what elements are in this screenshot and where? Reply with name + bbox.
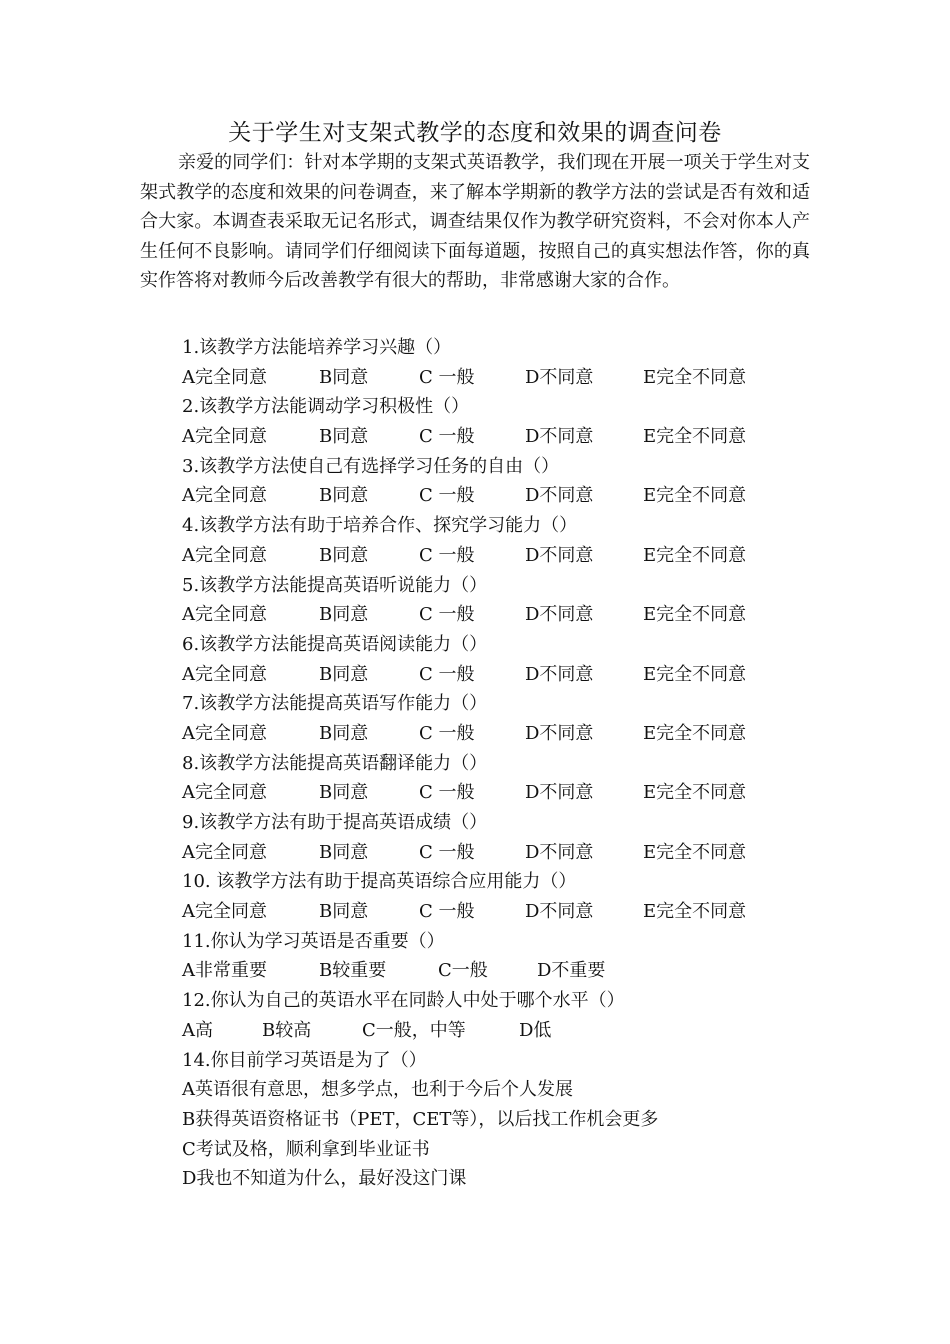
option-c: C 一般: [419, 604, 475, 626]
option-e: E完全不同意: [643, 901, 747, 923]
answer-options-8: [182, 778, 822, 808]
option-d: D不同意: [525, 841, 594, 863]
option-a: A完全同意: [182, 366, 267, 388]
option-b: B获得英语资格证书（PET，CET等），以后找工作机会更多: [182, 1108, 659, 1130]
option-e: E完全不同意: [643, 782, 747, 804]
option-d: D不同意: [525, 604, 594, 626]
intro-paragraph: [140, 148, 810, 296]
option-c: C 一般: [419, 901, 475, 923]
option-b: B同意: [319, 722, 369, 744]
option-a: A完全同意: [182, 544, 267, 566]
option-a: A高: [182, 1019, 213, 1041]
question-5: 5.该教学方法能提高英语听说能力（）: [182, 574, 488, 596]
option-c: C 一般: [419, 782, 475, 804]
option-a: A英语很有意思，想多学点，也利于今后个人发展: [182, 1079, 573, 1101]
option-a: A完全同意: [182, 426, 267, 448]
option-a: A完全同意: [182, 841, 267, 863]
question-3: 3.该教学方法使自己有选择学习任务的自由（）: [182, 455, 560, 477]
option-b: B同意: [319, 366, 369, 388]
option-e: E完全不同意: [643, 426, 747, 448]
option-e: E完全不同意: [643, 604, 747, 626]
option-d: D我也不知道为什么，最好没这门课: [182, 1168, 467, 1190]
question-9: 9.该教学方法有助于提高英语成绩（）: [182, 812, 488, 833]
option-c: C 一般: [419, 722, 475, 744]
option-a: A完全同意: [182, 604, 267, 626]
intro-text: 亲爱的同学们：针对本学期的支架式英语教学，我们现在开展一项关于学生对支架式教学的态度和效果的问卷调查，来了解本学期新的教学方法的尝试是否有效和适合大家。本调查表采取无记名形式，调查结果仅作为教学研究资料，不会对你本人产生任何不良影响。请同学们仔细阅读下面每道题，按照自己的真实想法作答，你的真实作答将对教师今后改善教学有很大的帮助，非常感谢大家的合作。: [140, 152, 810, 292]
option-b: B同意: [319, 841, 369, 863]
option-b: B较高: [262, 1019, 312, 1041]
answer-options-11: [182, 956, 822, 986]
option-c: C 一般: [419, 841, 475, 863]
option-e: E完全不同意: [643, 841, 747, 863]
question-2: 2.该教学方法能调动学习积极性（）: [182, 396, 470, 418]
answer-options-5: [182, 600, 822, 630]
option-b: B同意: [319, 544, 369, 566]
option-d: D不同意: [525, 366, 594, 388]
question-1: 1.该教学方法能培养学习兴趣（）: [182, 337, 452, 358]
option-c: C 一般: [419, 426, 475, 448]
option-b: B较重要: [319, 960, 387, 982]
option-d: D低: [519, 1019, 552, 1041]
option-a: A完全同意: [182, 901, 267, 923]
question-list: [182, 333, 822, 1194]
option-e: E完全不同意: [643, 722, 747, 744]
option-b: B同意: [319, 782, 369, 804]
answer-options-10: [182, 897, 822, 927]
option-a: A完全同意: [182, 722, 267, 744]
option-c: C一般，中等: [362, 1019, 466, 1041]
option-a: A完全同意: [182, 782, 267, 804]
option-c: C一般: [438, 960, 488, 982]
option-d: D不同意: [525, 722, 594, 744]
page-title: 关于学生对支架式教学的态度和效果的调查问卷: [228, 120, 722, 146]
option-d: D不同意: [525, 663, 594, 685]
option-a: A完全同意: [182, 663, 267, 685]
question-11: 11.你认为学习英语是否重要（）: [182, 930, 445, 952]
question-6: 6.该教学方法能提高英语阅读能力（）: [182, 633, 488, 655]
question-8: 8.该教学方法能提高英语翻译能力（）: [182, 752, 488, 774]
option-d: D不重要: [537, 960, 606, 982]
option-b: B同意: [319, 485, 369, 507]
option-b: B同意: [319, 901, 369, 923]
option-e: E完全不同意: [643, 366, 747, 388]
option-a: A完全同意: [182, 485, 267, 507]
question-7: 7.该教学方法能提高英语写作能力（）: [182, 693, 488, 715]
option-b: B同意: [319, 426, 369, 448]
option-e: E完全不同意: [643, 485, 747, 507]
answer-options-2: [182, 422, 822, 452]
option-e: E完全不同意: [643, 663, 747, 685]
option-e: E完全不同意: [643, 544, 747, 566]
option-d: D不同意: [525, 426, 594, 448]
question-10: 10. 该教学方法有助于提高英语综合应用能力（）: [182, 871, 577, 893]
answer-options-1: [182, 363, 822, 393]
option-d: D不同意: [525, 485, 594, 507]
answer-options-4: [182, 541, 822, 571]
option-c: C 一般: [419, 366, 475, 388]
option-b: B同意: [319, 604, 369, 626]
answer-options-9: [182, 838, 822, 868]
option-c: C 一般: [419, 663, 475, 685]
answer-options-3: [182, 481, 822, 511]
question-12: 12.你认为自己的英语水平在同龄人中处于哪个水平（）: [182, 990, 625, 1012]
answer-options-6: [182, 660, 822, 690]
option-b: B同意: [319, 663, 369, 685]
answer-options-12: [182, 1016, 822, 1046]
option-c: C考试及格，顺利拿到毕业证书: [182, 1138, 430, 1160]
answer-options-7: [182, 719, 822, 749]
option-d: D不同意: [525, 544, 594, 566]
option-d: D不同意: [525, 782, 594, 804]
question-4: 4.该教学方法有助于培养合作、探究学习能力（）: [182, 515, 578, 537]
option-a: A非常重要: [182, 960, 267, 982]
option-d: D不同意: [525, 901, 594, 923]
option-c: C 一般: [419, 485, 475, 507]
question-14: 14.你目前学习英语是为了（）: [182, 1049, 427, 1071]
option-c: C 一般: [419, 544, 475, 566]
